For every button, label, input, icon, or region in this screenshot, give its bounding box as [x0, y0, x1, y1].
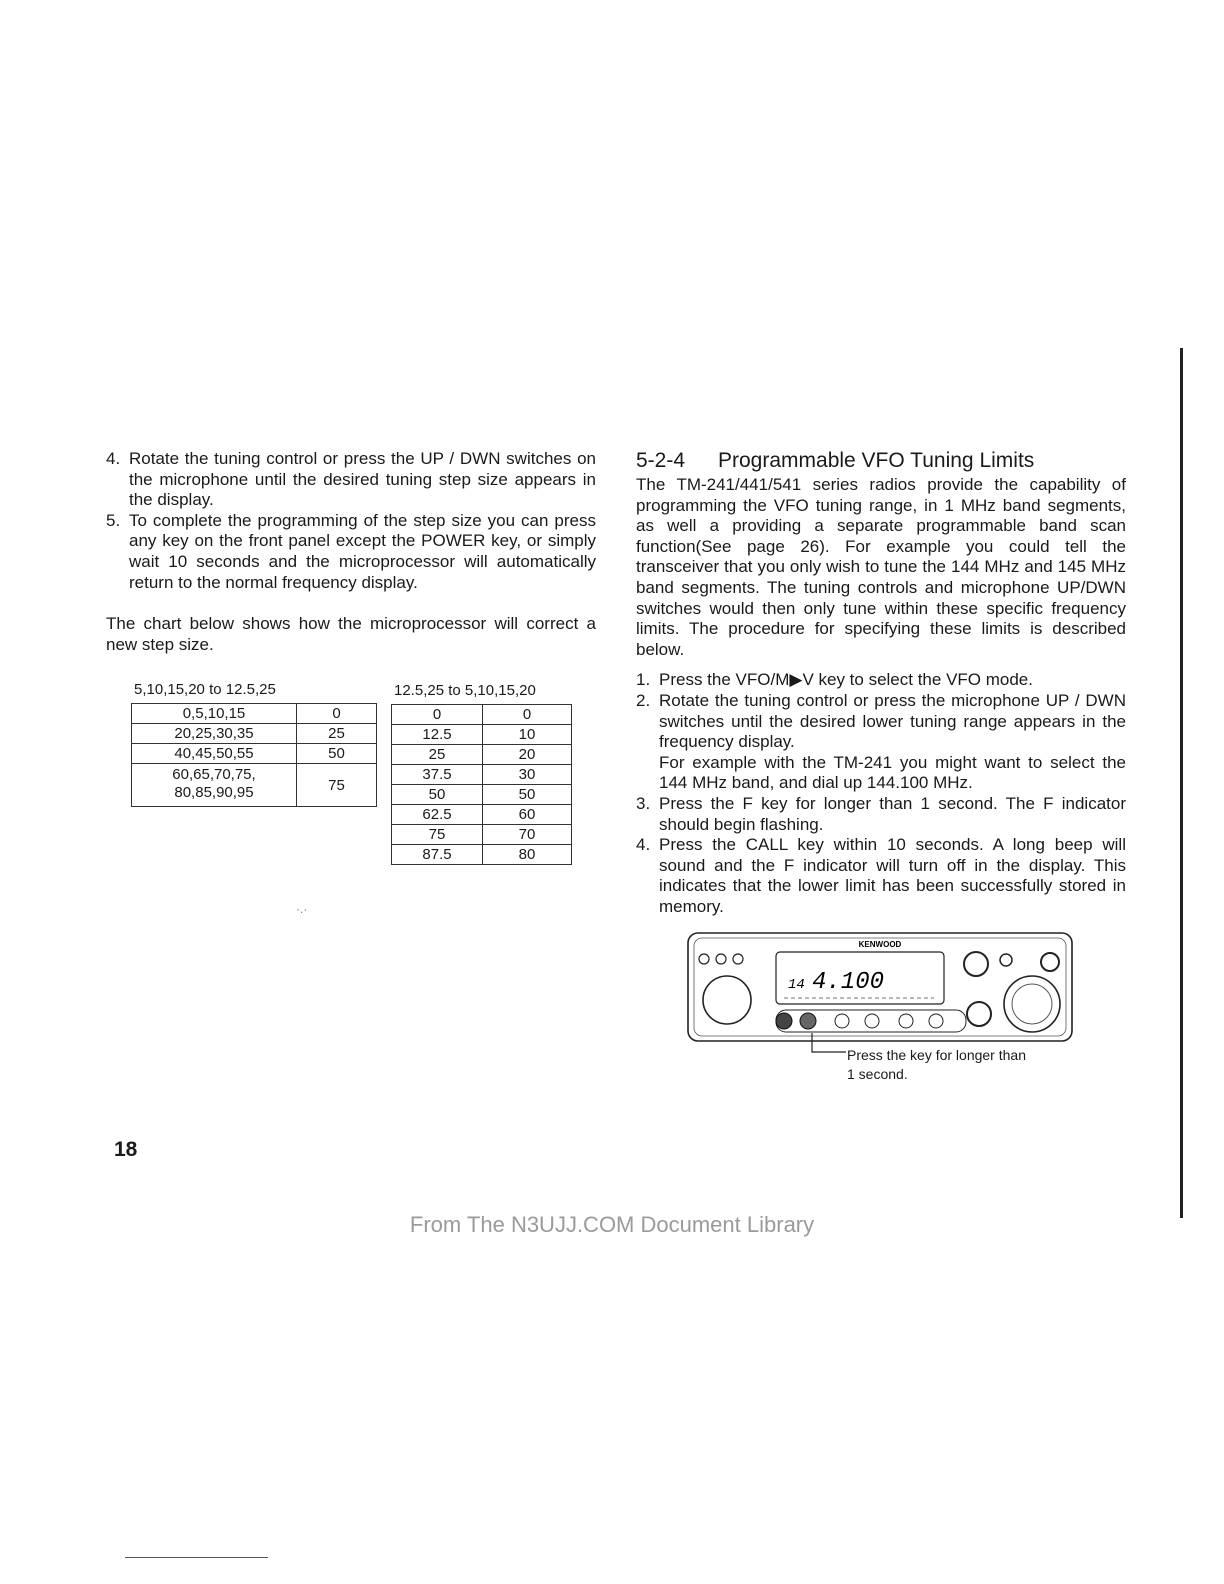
rev-key-icon	[899, 1014, 913, 1028]
table-cell	[132, 764, 297, 807]
table-row	[392, 845, 572, 865]
list-item	[106, 449, 596, 511]
table-row	[392, 745, 572, 765]
table-cell: 37.5	[392, 765, 483, 785]
step-text: Rotate the tuning control or press the UP / DWN switches on the microphone until the desired tuning step size appears in the display.	[129, 449, 596, 510]
call-key-icon	[800, 1013, 816, 1029]
table-cell: 20,25,30,35	[132, 724, 297, 744]
step-number: 3.	[636, 793, 651, 813]
step-key-icon	[929, 1014, 943, 1028]
figure-caption	[847, 1046, 1026, 1084]
footer-watermark: From The N3UJJ.COM Document Library	[409, 1212, 815, 1237]
table-row	[392, 765, 572, 785]
tone-key-icon	[865, 1014, 879, 1028]
left-column	[106, 449, 596, 655]
table-cell: 50	[297, 744, 377, 764]
step-number: 5.	[106, 510, 121, 530]
step-text: Press the CALL key within 10 seconds. A long beep will sound and the F indicator will turn off in the display. This indicates that the lower limit has been successfully stored in memory.	[659, 835, 1126, 916]
volume-knob-icon	[967, 1002, 991, 1026]
table-row	[392, 785, 572, 805]
step-list-left	[106, 449, 596, 593]
table-cell: 30	[483, 765, 572, 785]
scan-speck: ·.·	[296, 902, 308, 916]
table-cell: 20	[483, 745, 572, 765]
table-row	[392, 725, 572, 745]
table-row	[132, 724, 377, 744]
squelch-knob-icon	[964, 952, 988, 976]
right-column	[636, 449, 1126, 917]
bottom-rule	[125, 1557, 268, 1558]
section-intro: The TM-241/441/541 series radios provide the capability of programming the VFO tuning range, in 1 MHz band segments, as well a providing a separate programmable band scan function(See page 26). For example you could tell the transceiver that you only wish to tune the 144 MHz and 145 MHz band segments. The tuning controls and microphone UP/DWN switches would then only tune within these specific frequency limits. The procedure for specifying these limits is described below.	[636, 475, 1126, 659]
list-item	[636, 835, 1126, 917]
table-cell: 0	[297, 704, 377, 724]
brand-logo: KENWOOD	[858, 940, 902, 949]
table-cell: 50	[392, 785, 483, 805]
table-cell: 87.5	[392, 845, 483, 865]
table-row	[392, 825, 572, 845]
table-row	[132, 704, 377, 724]
table-cell: 62.5	[392, 805, 483, 825]
step-number: 4.	[106, 449, 121, 468]
table-cell: 0,5,10,15	[132, 704, 297, 724]
step-size-table-2	[391, 704, 572, 865]
cell-line: 80,85,90,95	[174, 784, 254, 801]
list-item	[636, 691, 1126, 794]
display-band-prefix: 14	[788, 977, 805, 993]
section-number: 5-2-4	[636, 449, 686, 472]
table-row	[392, 705, 572, 725]
display-frequency: 4.100	[812, 969, 885, 996]
step-text: Press the F key for longer than 1 second. The F indicator should begin flashing.	[659, 793, 1126, 834]
table-row	[132, 744, 377, 764]
step-text: To complete the programming of the step size you can press any key on the front panel except the POWER key, or simply wait 10 seconds and the microprocessor will automatically return to the normal frequency display.	[129, 510, 596, 592]
table2-caption: 12.5,25 to 5,10,15,20	[394, 682, 536, 699]
step-size-table-1	[131, 703, 377, 807]
table-cell: 60	[483, 805, 572, 825]
table-cell: 80	[483, 845, 572, 865]
table-cell: 12.5	[392, 725, 483, 745]
low-key-icon	[1000, 954, 1012, 966]
list-item	[106, 511, 596, 593]
table-row	[392, 805, 572, 825]
chart-intro: The chart below shows how the microprocessor will correct a new step size.	[106, 614, 596, 654]
table-cell: 10	[483, 725, 572, 745]
step-number: 1.	[636, 670, 651, 690]
table-cell: 0	[392, 705, 483, 725]
step-list-right	[636, 670, 1126, 917]
table-row	[132, 764, 377, 807]
caption-line: 1 second.	[847, 1066, 908, 1082]
power-key-icon	[1041, 953, 1059, 971]
page-number: 18	[114, 1138, 138, 1161]
f-key-icon	[776, 1013, 792, 1029]
page-edge-bar	[1180, 348, 1183, 1218]
section-heading	[636, 449, 1126, 473]
step-text: Rotate the tuning control or press the microphone UP / DWN switches until the desired lower tuning range appears in the frequency display.	[659, 690, 1126, 752]
shift-key-icon	[835, 1014, 849, 1028]
table-cell: 75	[297, 764, 377, 807]
radio-front-panel-illustration	[684, 930, 1076, 1055]
table-cell: 75	[392, 825, 483, 845]
cell-line: 60,65,70,75,	[172, 766, 256, 783]
list-item	[636, 794, 1126, 835]
list-item	[636, 670, 1126, 691]
table-cell: 70	[483, 825, 572, 845]
table-cell: 50	[483, 785, 572, 805]
section-title: Programmable VFO Tuning Limits	[718, 449, 1035, 472]
step-text: Press the VFO/M▶V key to select the VFO mode.	[659, 670, 1033, 690]
step-number: 2.	[636, 690, 651, 710]
table-cell: 25	[297, 724, 377, 744]
step-example: For example with the TM-241 you might want to select the 144 MHz band, and dial up 144.100 MHz.	[659, 752, 1126, 793]
step-number: 4.	[636, 835, 651, 855]
caption-line: Press the key for longer than	[847, 1047, 1026, 1063]
tuning-knob-icon	[703, 976, 751, 1024]
table-cell: 0	[483, 705, 572, 725]
table-cell: 40,45,50,55	[132, 744, 297, 764]
table1-caption: 5,10,15,20 to 12.5,25	[134, 681, 276, 698]
table-cell: 25	[392, 745, 483, 765]
